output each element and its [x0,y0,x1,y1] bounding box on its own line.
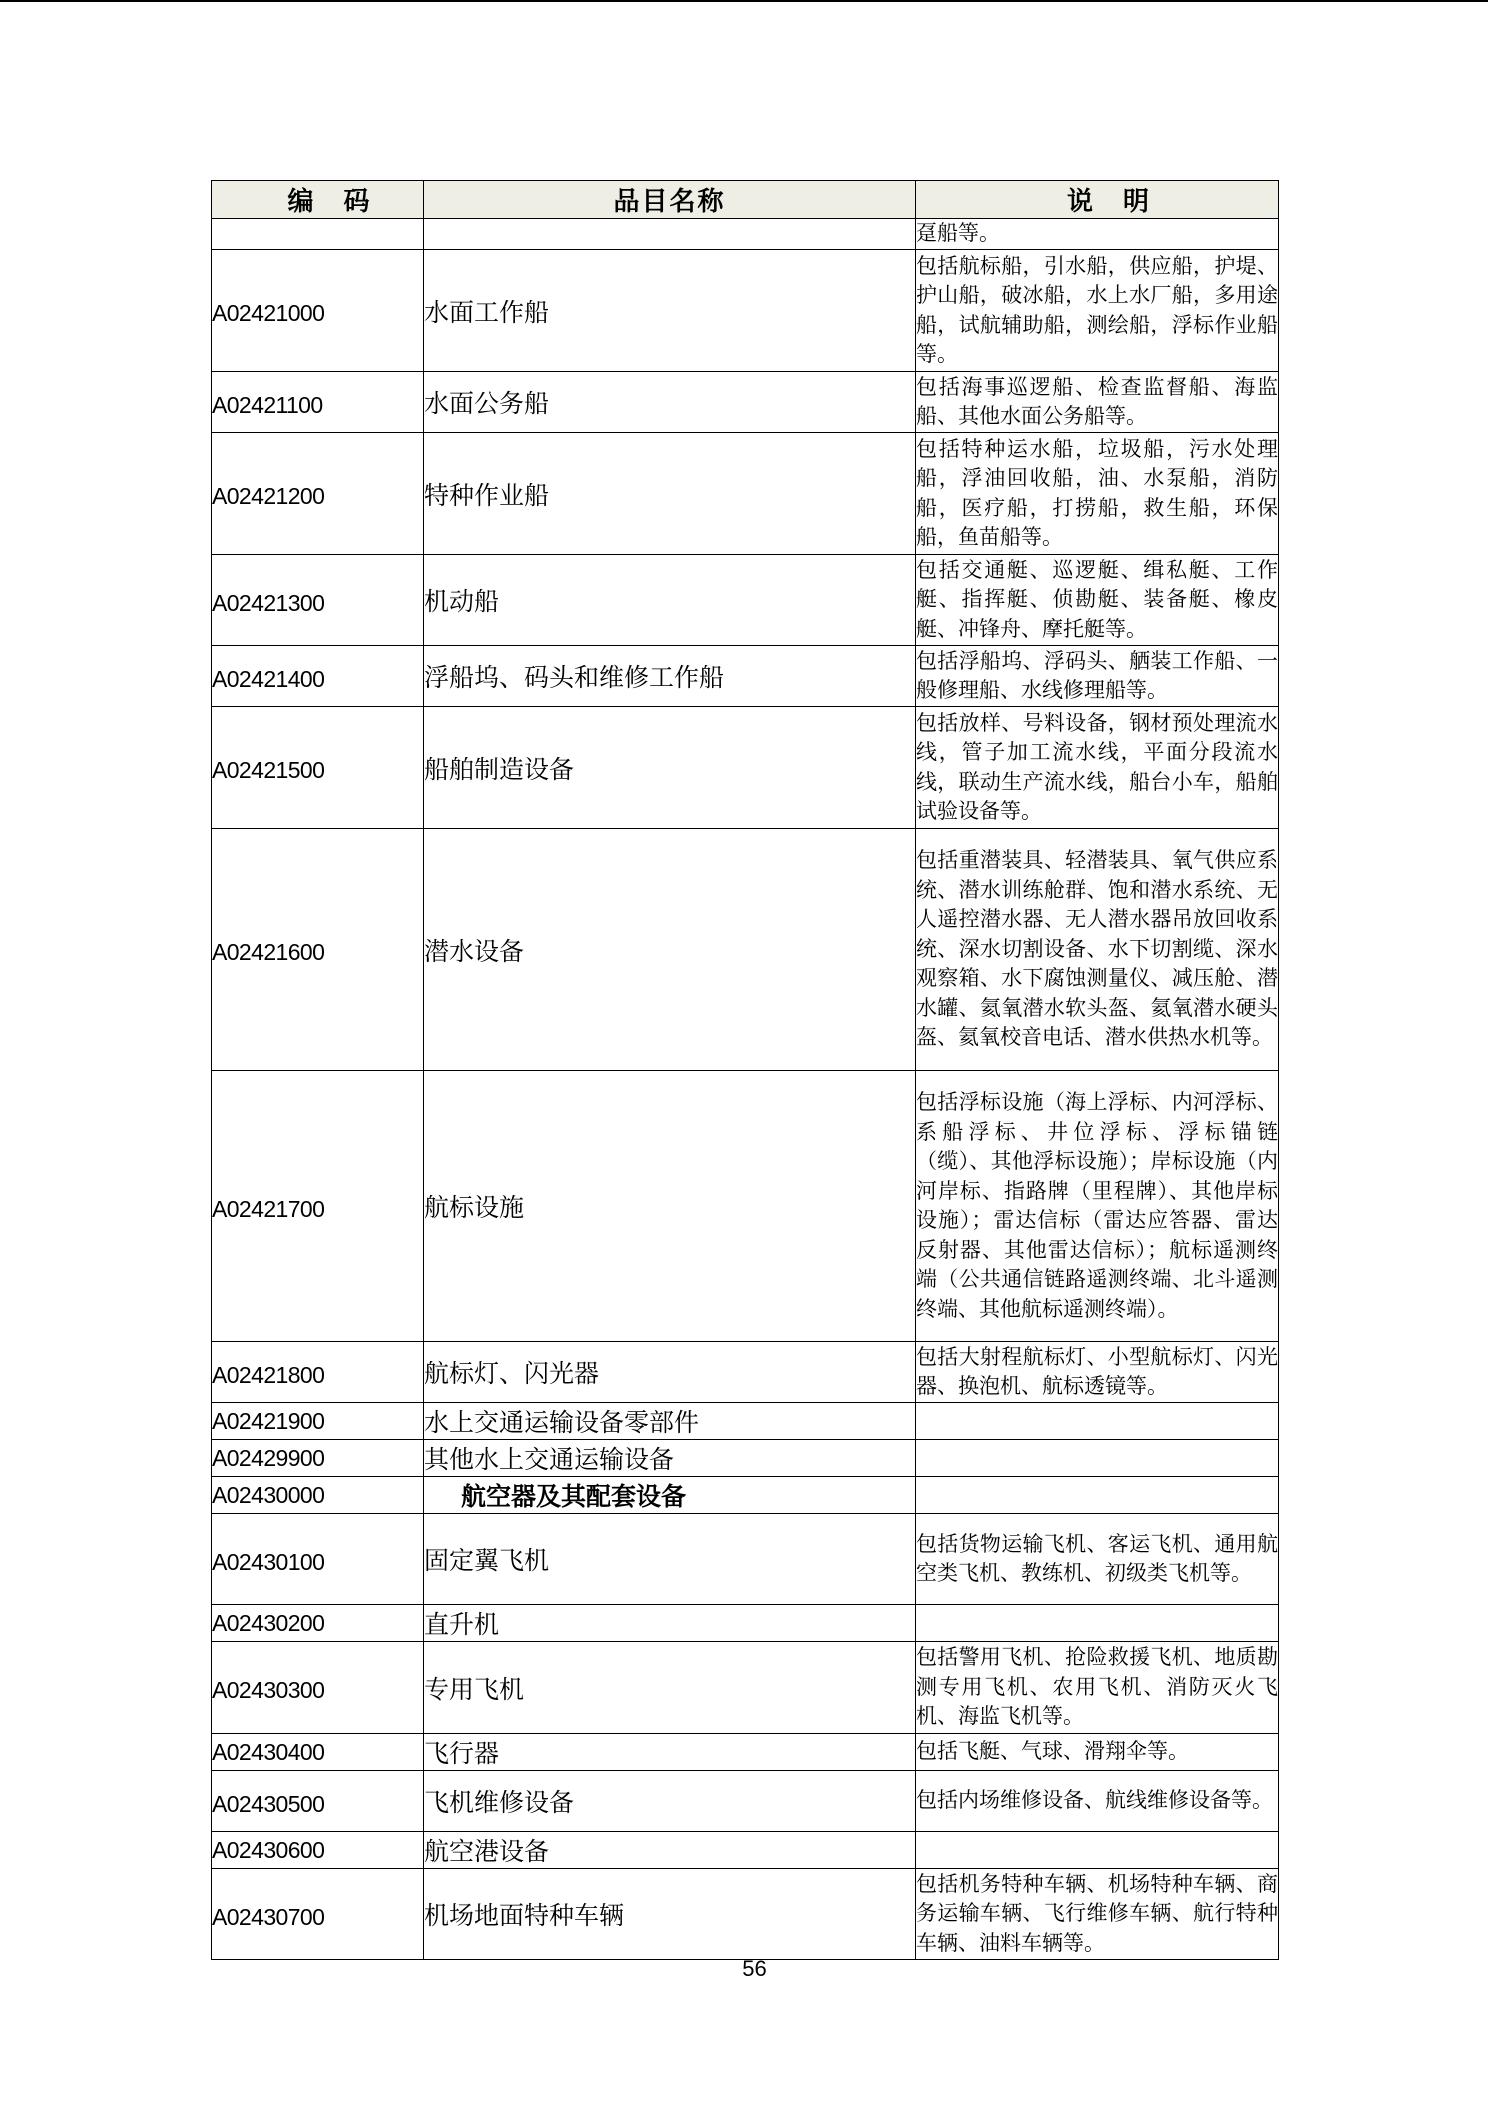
item-name: 其他水上交通运输设备 [424,1440,916,1477]
page-number: 56 [742,1956,767,1981]
top-border-line [0,0,1488,2]
item-code: A02430200 [212,1605,424,1642]
item-description: 包括飞艇、气球、滑翔伞等。 [916,1734,1279,1771]
item-description: 包括放样、号料设备，钢材预处理流水线，管子加工流水线，平面分段流水线，联动生产流水线，船台小车，船舶试验设备等。 [916,707,1279,829]
item-name: 浮船坞、码头和维修工作船 [424,646,916,707]
item-code: A02421600 [212,829,424,1071]
item-code: A02421100 [212,372,424,433]
header-code: 编 码 [212,181,424,219]
item-code: A02421700 [212,1071,424,1342]
item-name: 水面工作船 [424,250,916,372]
item-name: 航标灯、闪光器 [424,1342,916,1403]
item-name: 航标设施 [424,1071,916,1342]
item-description: 包括内场维修设备、航线维修设备等。 [916,1771,1279,1832]
item-name: 船舶制造设备 [424,707,916,829]
item-name [424,219,916,250]
item-code [212,219,424,250]
table-header-row [212,181,1279,219]
table-row [212,555,1279,646]
item-name: 机场地面特种车辆 [424,1869,916,1960]
header-item-name: 品目名称 [424,181,916,219]
table-row [212,372,1279,433]
item-description [916,1440,1279,1477]
table-row [212,707,1279,829]
item-code: A02430600 [212,1832,424,1869]
table-row [212,1440,1279,1477]
table-row [212,646,1279,707]
table-row [212,1403,1279,1440]
item-code: A02430700 [212,1869,424,1960]
header-description: 说 明 [916,181,1279,219]
table-row [212,1642,1279,1734]
item-name: 航空港设备 [424,1832,916,1869]
item-code: A02430300 [212,1642,424,1734]
table-row [212,1771,1279,1832]
item-description: 包括航标船，引水船，供应船，护堤、护山船，破冰船，水上水厂船，多用途船，试航辅助船，测绘船，浮标作业船等。 [916,250,1279,372]
item-description: 包括浮标设施（海上浮标、内河浮标、系船浮标、井位浮标、浮标锚链（缆）、其他浮标设施）；岸标设施（内河岸标、指路牌（里程牌）、其他岸标设施）；雷达信标（雷达应答器、雷达反射器、其他雷达信标）；航标遥测终端（公共通信链路遥测终端、北斗遥测终端、其他航标遥测终端）。 [916,1071,1279,1342]
item-code: A02430100 [212,1514,424,1605]
item-description [916,1832,1279,1869]
table-row [212,829,1279,1071]
item-description: 包括货物运输飞机、客运飞机、通用航空类飞机、教练机、初级类飞机等。 [916,1514,1279,1605]
item-code: A02429900 [212,1440,424,1477]
item-code: A02421300 [212,555,424,646]
item-code: A02421900 [212,1403,424,1440]
item-description: 包括特种运水船，垃圾船，污水处理船，浮油回收船，油、水泵船，消防船，医疗船，打捞船，救生船，环保船，鱼苗船等。 [916,433,1279,555]
item-code: A02421500 [212,707,424,829]
table-row [212,219,1279,250]
catalog-table [211,180,1279,1960]
table-row [212,1734,1279,1771]
table-row [212,1477,1279,1514]
item-description: 包括警用飞机、抢险救援飞机、地质勘测专用飞机、农用飞机、消防灭火飞机、海监飞机等。 [916,1642,1279,1734]
table-row [212,1514,1279,1605]
item-name: 潜水设备 [424,829,916,1071]
item-description: 包括机务特种车辆、机场特种车辆、商务运输车辆、飞行维修车辆、航行特种车辆、油料车辆等。 [916,1869,1279,1960]
item-name: 机动船 [424,555,916,646]
item-code: A02430400 [212,1734,424,1771]
item-description: 趸船等。 [916,219,1279,250]
item-description: 包括浮船坞、浮码头、舾装工作船、一般修理船、水线修理船等。 [916,646,1279,707]
table-row [212,1605,1279,1642]
table-row [212,433,1279,555]
item-description: 包括海事巡逻船、检查监督船、海监船、其他水面公务船等。 [916,372,1279,433]
table-row [212,1071,1279,1342]
item-name: 直升机 [424,1605,916,1642]
item-code: A02421000 [212,250,424,372]
item-name: 固定翼飞机 [424,1514,916,1605]
item-name: 飞机维修设备 [424,1771,916,1832]
item-description: 包括大射程航标灯、小型航标灯、闪光器、换泡机、航标透镜等。 [916,1342,1279,1403]
item-description [916,1403,1279,1440]
item-code: A02421200 [212,433,424,555]
item-code: A02421400 [212,646,424,707]
item-description: 包括交通艇、巡逻艇、缉私艇、工作艇、指挥艇、侦勘艇、装备艇、橡皮艇、冲锋舟、摩托艇等。 [916,555,1279,646]
item-name: 特种作业船 [424,433,916,555]
table-row [212,1832,1279,1869]
table-row [212,1869,1279,1960]
table-row [212,1342,1279,1403]
item-name: 专用飞机 [424,1642,916,1734]
item-name: 航空器及其配套设备 [424,1477,916,1514]
item-code: A02421800 [212,1342,424,1403]
item-code: A02430000 [212,1477,424,1514]
table-row [212,250,1279,372]
item-name: 水面公务船 [424,372,916,433]
item-code: A02430500 [212,1771,424,1832]
item-description [916,1477,1279,1514]
item-name: 水上交通运输设备零部件 [424,1403,916,1440]
item-name: 飞行器 [424,1734,916,1771]
item-description: 包括重潜装具、轻潜装具、氧气供应系统、潜水训练舱群、饱和潜水系统、无人遥控潜水器、无人潜水器吊放回收系统、深水切割设备、水下切割缆、深水观察箱、水下腐蚀测量仪、减压舱、潜水罐、氦氧潜水软头盔、氦氧潜水硬头盔、氦氧校音电话、潜水供热水机等。 [916,829,1279,1071]
item-description [916,1605,1279,1642]
